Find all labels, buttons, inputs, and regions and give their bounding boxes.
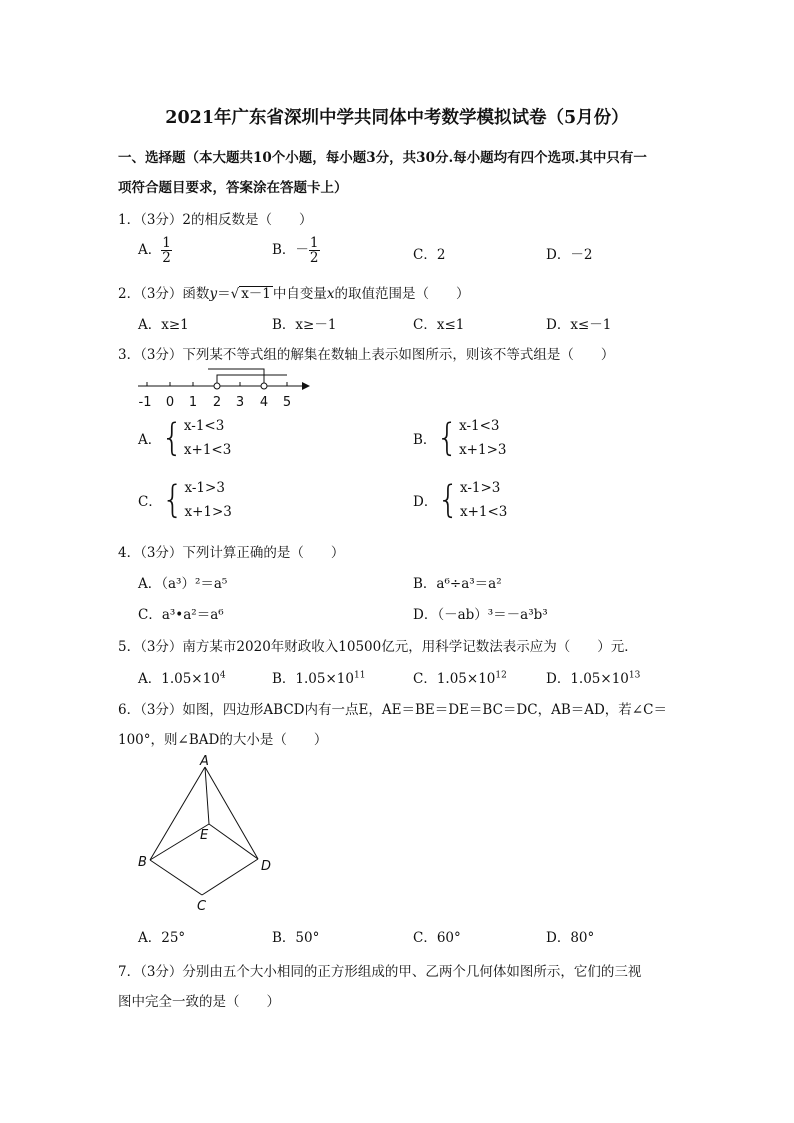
question-5-option-b: B．$1.05\times 10^{11}$ [272,670,366,687]
question-2-stem: 2．（3分）函数y＝√ x－1 中自变量x的取值范围是（ ） [118,286,470,302]
option-a-label: A． [138,242,162,259]
vertex-label-b: B [138,855,147,870]
axis-label: 4 [259,395,269,410]
question-3-option-b: B． { x-1<3 x+1>3 [413,416,507,460]
number-line-figure [130,366,315,410]
question-2-option-c: C．x≤1 [413,317,465,333]
open-dot-icon [261,383,267,389]
question-6-stem-line2: 100°，则∠BAD的大小是（ ） [118,732,328,748]
question-2-option-b: B．x≥－1 [272,317,337,333]
axis-label: 2 [212,395,222,410]
section-heading-line2: 项符合题目要求，答案涂在答题卡上） [118,180,348,196]
radical: x－1 [241,286,271,302]
question-6-option-c: C．60° [413,930,461,946]
axis-label: -1 [138,395,152,410]
question-2-option-d: D．x≤－1 [546,317,612,333]
question-1-stem: 1．（3分）2的相反数是（ ） [118,212,313,228]
vertex-label-c: C [197,899,207,914]
open-dot-icon [214,383,220,389]
quadrilateral-figure [132,752,282,917]
question-1-option-d: D．－2 [546,247,593,263]
vertex-label-d: D [261,859,272,874]
question-4-option-c: C．a³•a²＝a⁶ [138,607,224,623]
question-6-option-b: B．50° [272,930,320,946]
question-1-option-c: C．2 [413,247,446,263]
question-4-option-b: B．a⁶÷a³＝a² [413,576,502,592]
page-title: 2021年广东省深圳中学共同体中考数学模拟试卷（5月份） [165,108,629,128]
question-5-option-d: D．$1.05\times 10^{13}$ [546,670,641,687]
question-3-option-c: C． { x-1>3 x+1>3 [138,478,232,522]
question-4-option-d: D．（－ab）³＝－a³b³ [413,607,548,623]
question-4-option-a: A．（a³）²＝a⁵ [138,576,228,592]
question-5-stem: 5．（3分）南方某市2020年财政收入10500亿元，用科学记数法表示应为（ ）元． [118,639,638,655]
axis-label: 5 [282,395,292,410]
vertex-label-e: E [200,828,209,843]
question-7-stem-line2: 图中完全一致的是（ ） [118,994,280,1010]
question-2-option-a: A．x≥1 [138,317,189,333]
fraction: $\frac{1}{2}$ [309,235,319,267]
question-6-stem-line1: 6．（3分）如图，四边形ABCD内有一点E，AE＝BE＝DE＝BC＝DC，AB＝AD，若∠C＝ [118,702,667,718]
question-5-option-a: A．$1.05\times 10^4$ [138,670,226,687]
question-7-stem-line1: 7．（3分）分别由五个大小相同的正方形组成的甲、乙两个几何体如图所示，它们的三视 [118,964,642,980]
option-b-label: B．－ [272,242,309,259]
arrow-head-icon [302,382,310,390]
fraction: $\frac{1}{2}$ [162,235,171,267]
question-5-option-c: C．$1.05\times 10^{12}$ [413,670,507,687]
question-3-option-a: A． { x-1<3 x+1<3 [138,416,232,460]
axis-label: 3 [235,395,245,410]
question-1-option-b [272,236,320,265]
vertex-label-a: A [200,754,209,769]
question-1-option-a [138,236,172,265]
question-6-option-a: A．25° [138,930,186,946]
axis-label: 1 [188,395,198,410]
question-4-stem: 4．（3分）下列计算正确的是（ ） [118,545,345,561]
question-3-stem: 3．（3分）下列某不等式组的解集在数轴上表示如图所示，则该不等式组是（ ） [118,347,615,363]
question-6-option-d: D．80° [546,930,595,946]
axis-label: 0 [165,395,175,410]
section-heading-line1: 一、选择题（本大题共10个小题，每小题3分，共30分.每小题均有四个选项.其中只有一 [118,150,647,166]
question-3-option-d: D． { x-1>3 x+1<3 [413,478,508,522]
